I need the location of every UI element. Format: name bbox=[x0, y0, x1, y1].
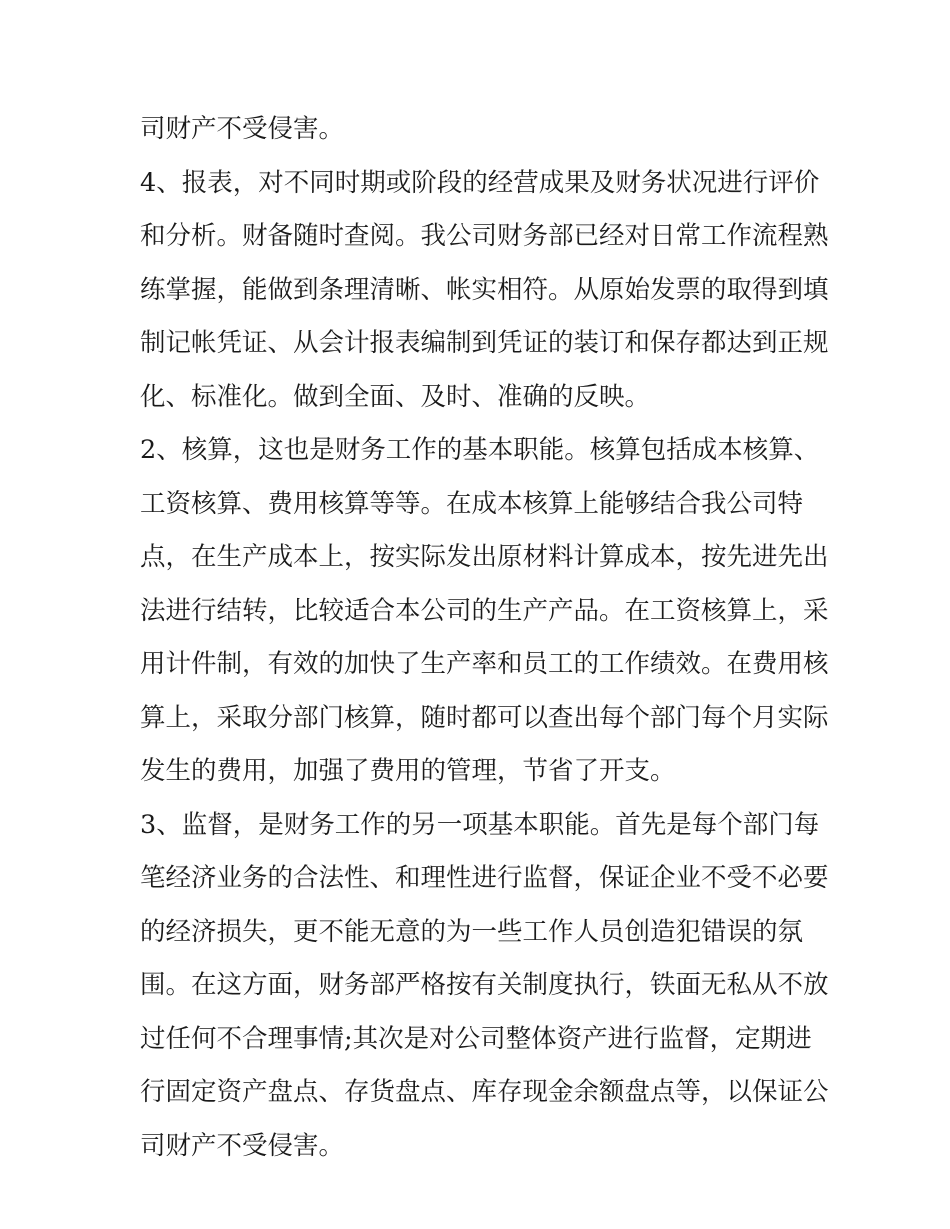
text-line: 笔经济业务的合法性、和理性进行监督，保证企业不受不必要 bbox=[140, 863, 829, 893]
text-line: 2、核算，这也是财务工作的基本职能。核算包括成本核算、 bbox=[140, 435, 820, 465]
text-line: 练掌握，能做到条理清晰、帐实相符。从原始发票的取得到填 bbox=[140, 275, 829, 305]
text-line: 工资核算、费用核算等等。在成本核算上能够结合我公司特 bbox=[140, 489, 804, 519]
text-line: 行固定资产盘点、存货盘点、库存现金余额盘点等，以保证公 bbox=[140, 1077, 829, 1107]
text-line: 和分析。财备随时查阅。我公司财务部已经对日常工作流程熟 bbox=[140, 221, 829, 251]
text-line: 3、监督，是财务工作的另一项基本职能。首先是每个部门每 bbox=[140, 810, 820, 840]
text-line: 法进行结转，比较适合本公司的生产产品。在工资核算上，采 bbox=[140, 596, 829, 626]
text-line: 化、标准化。做到全面、及时、准确的反映。 bbox=[140, 382, 651, 412]
text-line: 的经济损失，更不能无意的为一些工作人员创造犯错误的氛 bbox=[140, 917, 804, 947]
text-line: 过任何不合理事情;其次是对公司整体资产进行监督，定期进 bbox=[140, 1024, 812, 1054]
text-line: 司财产不受侵害。 bbox=[140, 1131, 345, 1161]
text-line: 发生的费用，加强了费用的管理，节省了开支。 bbox=[140, 756, 676, 786]
text-line: 点，在生产成本上，按实际发出原材料计算成本，按先进先出 bbox=[140, 542, 829, 572]
text-line: 司财产不受侵害。 bbox=[140, 114, 345, 144]
text-line: 围。在这方面，财务部严格按有关制度执行，铁面无私从不放 bbox=[140, 970, 829, 1000]
text-line: 算上，采取分部门核算，随时都可以查出每个部门每个月实际 bbox=[140, 703, 829, 733]
text-line: 4、报表，对不同时期或阶段的经营成果及财务状况进行评价 bbox=[140, 168, 820, 198]
text-line: 用计件制，有效的加快了生产率和员工的工作绩效。在费用核 bbox=[140, 649, 829, 679]
text-line: 制记帐凭证、从会计报表编制到凭证的装订和保存都达到正规 bbox=[140, 328, 829, 358]
